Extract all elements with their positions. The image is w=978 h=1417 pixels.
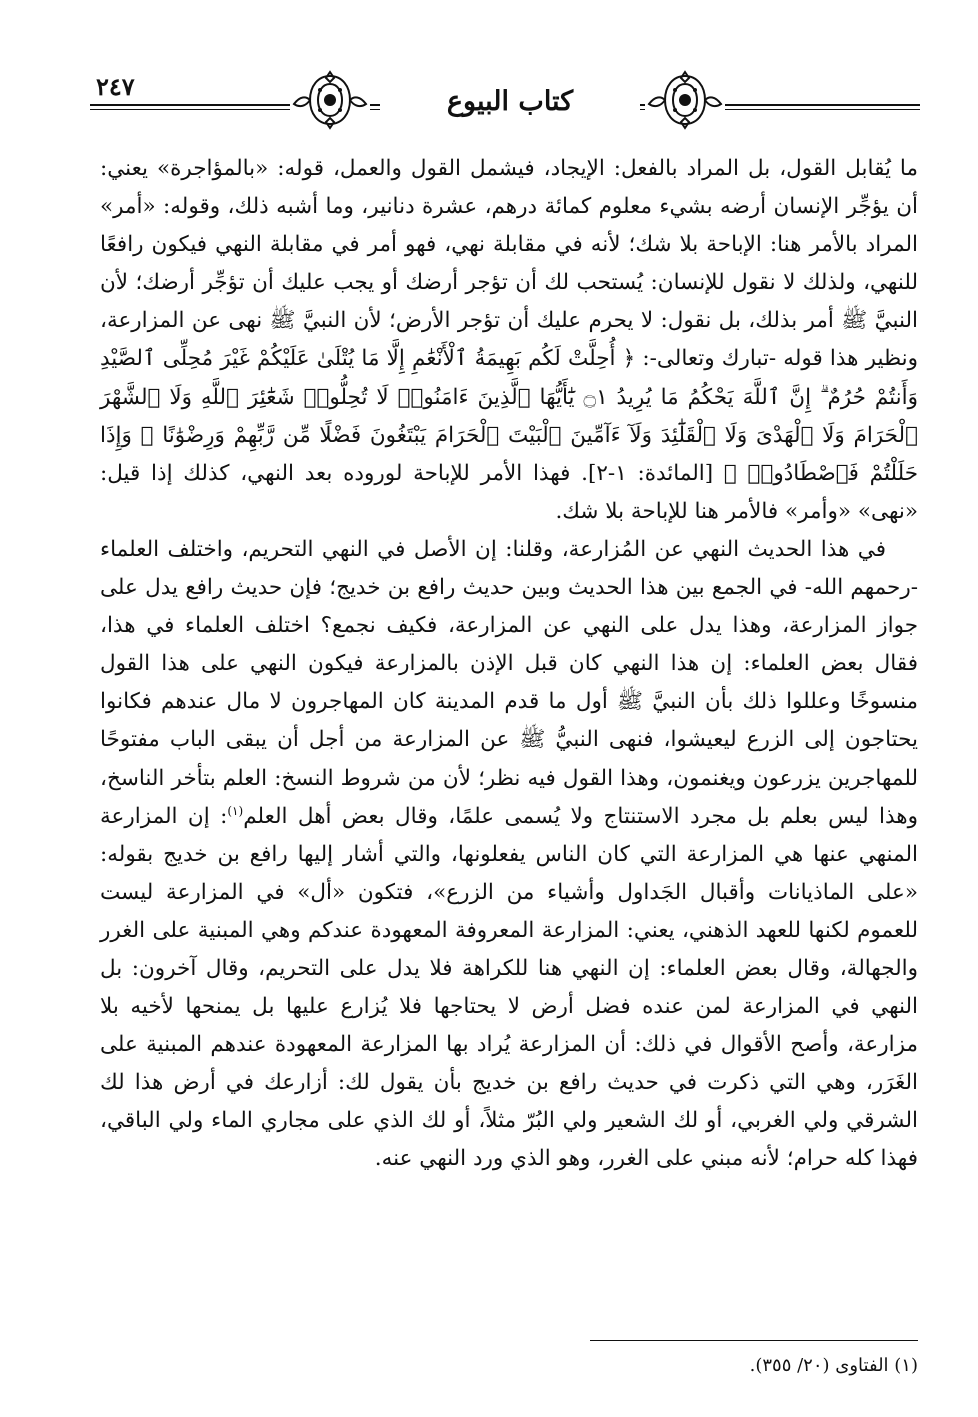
ornament-left-icon: [290, 70, 370, 130]
paragraph-2-text-b: : إن المزارعة المنهي عنها هي المزارعة التي كان الناس يفعلونها، والتي أشار إليها رافع بن خديج بقوله: «على الماذيانات وأقبال الجَداول وأشياء من الزرع»، فتكون «أل» في المزارعة ليست للعموم لكنها للعهد الذهني، يعني: المزارعة المعروفة المعهودة عندكم وهي المبنية على الغرر والجهالة، وقال بعض العلماء: إن النهي هنا للكراهة فلا يدل على التحريم، وقال آخرون: بل النهي في المزارعة لمن عنده فضل أرض لا يحتاجها فلا يُزارع عليها بل يمنحها لأخيه بلا مزارعة، وأصح الأقوال في ذلك: أن المزارعة يُراد بها المزارعة المعهودة عندهم المبنية على الغَرَر، وهي التي ذكرت في حديث رافع بن خديج بأن يقول لك: أزارعك في أرض هذا لك الشرقي ولي الغربي، أو لك الشعير ولي البُرّ مثلاً، أو لك الذي على مجاري الماء ولي الباقي، فهذا كله حرام؛ لأنه مبني على الغرر، وهو الذي ورد النهي عنه.: [100, 803, 918, 1172]
quran-verse: ﴿ أُحِلَّتْ لَكُم بَهِيمَةُ ٱلْأَنْعَٰمِ إِلَّا مَا يُتْلَىٰ عَلَيْكُمْ غَيْرَ مُحِلِّى ٱلصَّيْدِ وَأَنتُمْ حُرُمٌ ۗ إِنَّ ٱللَّهَ يَحْكُمُ مَا يُرِيدُ ۝١ يَٰٓأَيُّهَا ٱلَّذِينَ ءَامَنُوا۟ لَا تُحِلُّوا۟ شَعَٰٓئِرَ ٱللَّهِ وَلَا ٱلشَّهْرَ ٱلْحَرَامَ وَلَا ٱلْهَدْىَ وَلَا ٱلْقَلَٰٓئِدَ وَلَآ ءَآمِّينَ ٱلْبَيْتَ ٱلْحَرَامَ يَبْتَغُونَ فَضْلًا مِّن رَّبِّهِمْ وَرِضْوَٰنًا ۚ وَإِذَا حَلَلْتُمْ فَٱصْطَادُوا۟ ﴾: [100, 346, 918, 486]
page-number: ٢٤٧: [96, 72, 135, 101]
footnote-marker[interactable]: (١): [227, 803, 244, 818]
page-header: [90, 70, 920, 130]
page-body: [100, 150, 918, 1179]
ornament-right-icon: [645, 70, 725, 130]
paragraph-1-text-a: ما يُقابل القول، بل المراد بالفعل: الإيجاد، فيشمل القول والعمل، قوله: «بالمؤاجرة» يعني: أن يؤجِّر الإنسان أرضه بشيء معلوم كمائة درهم، عشرة دنانير، وما أشبه ذلك، وقوله: «أمر» المراد بالأمر هنا: الإباحة بلا شك؛ لأنه في مقابلة نهي، فهو أمر في مقابلة النهي فيكون رافعًا للنهي، ولذلك لا نقول للإنسان: يُستحب لك أن تؤجر أرضك أو يجب عليك أن تؤجِّر أرضك؛ لأن النبيَّ ﷺ أمر بذلك، بل نقول: لا يحرم عليك أن تؤجر الأرض؛ لأن النبيَّ ﷺ نهى عن المزارعة، ونظير هذا قوله -تبارك وتعالى-:: [100, 156, 918, 372]
footnote-rule: [590, 1340, 918, 1341]
paragraph-2: [100, 531, 918, 1179]
paragraph-1-text-b: فهذا الأمر للإباحة لوروده بعد النهي، كذلك إذا قيل: «نهى» «وأمر» فالأمر هنا للإباحة بلا شك.: [100, 460, 918, 524]
quran-reference: [المائدة: ١-٢].: [581, 460, 724, 486]
footnote: (١) الفتاوى (٢٠/ ٣٥٥).: [749, 1355, 918, 1376]
book-title: كتاب البيوع: [380, 84, 640, 120]
paragraph-1: [100, 150, 918, 531]
paragraph-2-text-a: في هذا الحديث النهي عن المُزارعة، وقلنا: إن الأصل في النهي التحريم، واختلف العلماء -رحمهم الله- في الجمع بين هذا الحديث وبين حديث رافع بن خديج؛ فإن حديث رافع يدل على جواز المزارعة، وهذا يدل على النهي عن المزارعة، فكيف نجمع؟ اختلف العلماء في هذا، فقال بعض العلماء: إن هذا النهي كان قبل الإذن بالمزارعة فيكون النهي على هذا القول منسوخًا وعللوا ذلك بأن النبيَّ ﷺ أول ما قدم المدينة كان المهاجرون لا مال عندهم فكانوا يحتاجون إلى الزرع ليعيشوا، فنهى النبيُّ ﷺ عن المزارعة من أجل أن يبقى الباب مفتوحًا للمهاجرين يزرعون ويغنمون، وهذا القول فيه نظر؛ لأن من شروط النسخ: العلم بتأخر الناسخ، وهذا ليس بعلم بل مجرد الاستنتاج ولا يُسمى علمًا، وقال بعض أهل العلم: [100, 536, 919, 829]
